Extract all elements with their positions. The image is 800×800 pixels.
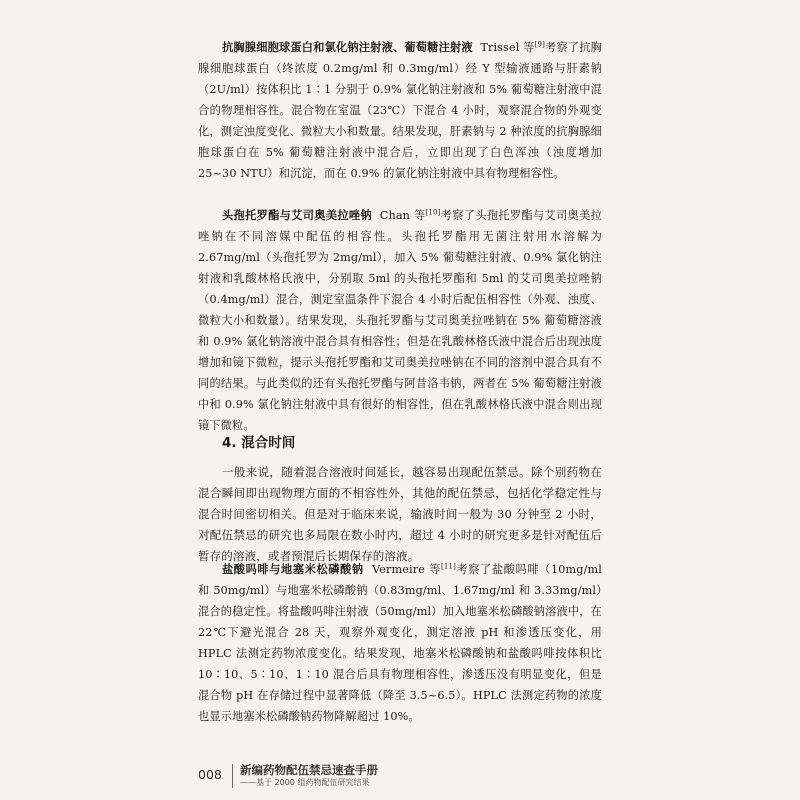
page-footer <box>198 762 498 790</box>
author-citation: Trissel 等 <box>480 41 535 54</box>
paragraph-body: 考察了抗胸腺细胞球蛋白（终浓度 0.2mg/ml 和 0.3mg/ml）经 Y 型输液通路与肝素钠（2U/ml）按体积比 1∶1 分别于 0.9% 氯化钠注射液和 5% 葡萄糖注射液中混合的物理相容性。混合物在室温（23℃）下混合 4 小时，观察混合物的外观变化，测定浊度变化、微粒大小和数量。结果发现，肝素钠与 2 种浓度的抗胸腺细胞球蛋白在 5% 葡萄糖注射液中混合后，立即出现了白色浑浊（浊度增加 25~30 NTU）和沉淀，而在 0.9% 的氯化钠注射液中具有物理相容性。 <box>198 41 602 180</box>
paragraph-lead: 抗胸腺细胞球蛋白和氯化钠注射液、葡萄糖注射液 <box>222 41 473 54</box>
author-citation: Vermeire 等 <box>372 563 442 576</box>
reference-marker: [11] <box>441 562 457 571</box>
paragraph-body: 一般来说，随着混合溶液时间延长，越容易出现配伍禁忌。除个别药物在混合瞬间即出现物理方面的不相容性外，其他的配伍禁忌，包括化学稳定性与混合时间密切相关。但是对于临床来说，输液时间一般为 30 分钟至 2 小时，对配伍禁忌的研究也多局限在数小时内，超过 4 小时的研究更多是针对配伍后暂存的溶液，或者预混后长期保存的溶液。 <box>198 465 602 563</box>
paragraph-mixing-time <box>198 462 602 567</box>
paragraph-body: 考察了盐酸吗啡（10mg/ml 和 50mg/ml）与地塞米松磷酸钠（0.83mg/ml、1.67mg/ml 和 3.33mg/ml）混合的稳定性。将盐酸吗啡注射液（50mg/ml）加入地塞米松磷酸钠溶液中，在 22℃下避光混合 28 天，观察外观变化，测定溶液 pH 和渗透压变化，用 HPLC 法测定药物浓度变化。结果发现，地塞米松磷酸钠和盐酸吗啡按体积比 10∶10、5∶10、1∶10 混合后具有物理相容性，渗透压没有明显变化，但是混合物 pH 在存储过程中显著降低（降至 3.5~6.5）。HPLC 法测定药物的浓度也显示地塞米松磷酸钠药物降解超过 10%。 <box>198 563 602 723</box>
section-heading: 4. 混合时间 <box>222 435 296 451</box>
paragraph-body: 考察了头孢托罗酯与艾司奥美拉唑钠在不同溶媒中配伍的相容性。头孢托罗酯用无菌注射用水溶解为 2.67mg/ml（头孢托罗为 2mg/ml），加入 5% 葡萄糖注射液、0.9% 氯化钠注射液和乳酸林格氏液中，分别取 5ml 的头孢托罗酯和 5ml 的艾司奥美拉唑钠（0.4mg/ml）混合，测定室温条件下混合 4 小时后配伍相容性（外观、浊度、微粒大小和数量）。结果发现，头孢托罗酯与艾司奥美拉唑钠在 5% 葡萄糖溶液和 0.9% 氯化钠溶液中混合具有相容性；但是在乳酸林格氏液中混合后出现浊度增加和镜下微粒，提示头孢托罗酯和艾司奥美拉唑钠在不同的溶剂中混合具有不同的结果。与此类似的还有头孢托罗酯与阿昔洛韦钠，两者在 5% 葡萄糖注射液中和 0.9% 氯化钠注射液中具有很好的相容性，但在乳酸林格氏液中混合则出现镜下微粒。 <box>198 209 602 432</box>
paragraph-lead: 头孢托罗酯与艾司奥美拉唑钠 <box>222 209 372 222</box>
paragraph-ceftaroline <box>198 205 602 436</box>
reference-marker: [9] <box>534 40 545 49</box>
page-number: 008 <box>198 767 222 782</box>
footer-divider <box>232 764 233 788</box>
book-title: 新编药物配伍禁忌速查手册 <box>240 763 378 777</box>
author-citation: Chan 等 <box>379 209 426 222</box>
paragraph-lead: 盐酸吗啡与地塞米松磷酸钠 <box>222 563 364 576</box>
reference-marker: [10] <box>425 208 441 217</box>
paragraph-morphine <box>198 559 602 727</box>
paragraph-antithymocyte <box>198 37 602 184</box>
book-subtitle: ——基于 2000 组药物配伍研究结果 <box>240 778 370 787</box>
